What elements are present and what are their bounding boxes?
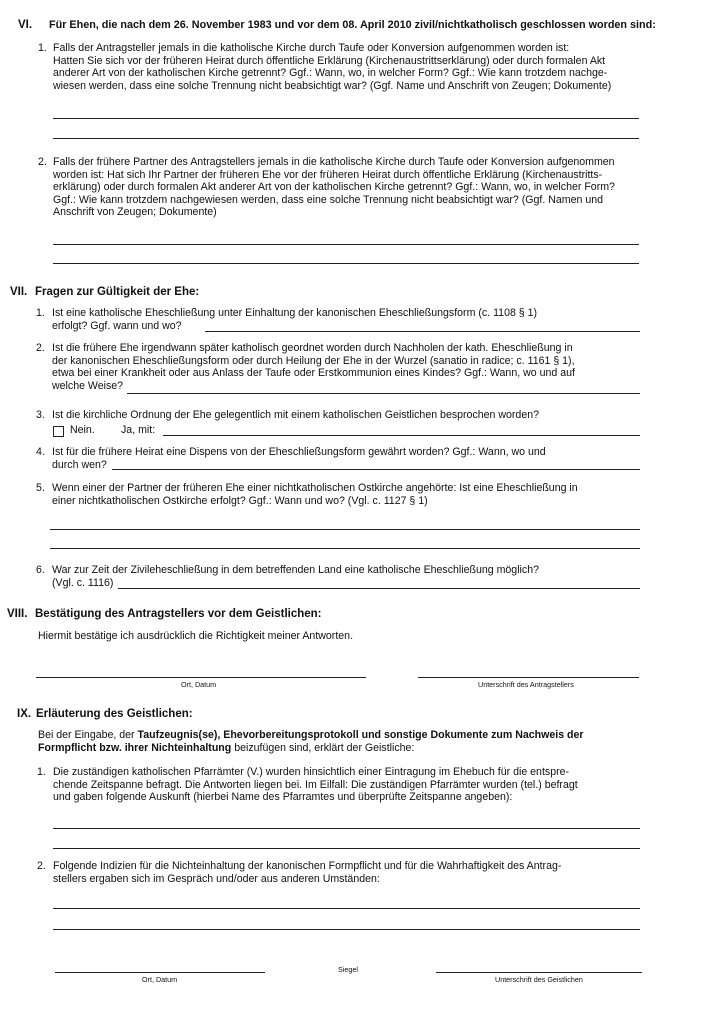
sec6-q2-answer-line-1[interactable] (53, 244, 639, 245)
sec9-signature-line[interactable] (436, 972, 642, 973)
sec9-seal-label: Siegel (338, 965, 358, 974)
sec9-q2-line: stellers ergaben sich im Gespräch und/oder aus anderen Umständen: (53, 872, 380, 885)
sec9-q1-number: 1. (37, 766, 46, 778)
no-label: Nein. (70, 424, 95, 436)
sec7-q1-line: Ist eine katholische Eheschließung unter Einhaltung der kanonischen Eheschließungsform (c. 1108 § 1) (52, 307, 538, 319)
sec7-q3-number: 3. (36, 409, 45, 421)
sec6-q1-line: Hatten Sie sich vor der früheren Heirat durch öffentliche Erklärung (Kirchenaustrittserklärung) oder durch formalen Akt (53, 54, 606, 67)
section-6-title: Für Ehen, die nach dem 26. November 1983 und vor dem 08. April 2010 zivil/nichtkatholisch geschlossen worden sind: (49, 19, 656, 31)
sec7-q6-number: 6. (36, 564, 45, 576)
sec7-q5-answer-line-1[interactable] (50, 529, 640, 530)
sec9-q2-answer-line-2[interactable] (53, 929, 640, 930)
sec9-q1-text (53, 766, 578, 804)
sec7-q2-text (52, 342, 575, 392)
section-8-number: VIII. (7, 608, 28, 620)
sec6-q1-answer-line-1[interactable] (53, 118, 639, 119)
sec8-signature-line[interactable] (418, 677, 639, 678)
sec9-q2-line: Folgende Indizien für die Nichteinhaltung der kanonischen Formpflicht und für die Wahrhaftigkeit des Antrag- (53, 860, 562, 872)
sec9-q1-answer-line-1[interactable] (53, 828, 640, 829)
sec6-q2-line: erklärung) oder durch formalen Akt anderer Art von der katholischen Kirche getrennt? Ggf.: Wann, wo, in welcher Form? (53, 181, 615, 193)
sec7-q4-text (52, 446, 546, 471)
sec9-q2-text (53, 860, 561, 885)
yes-label: Ja, mit: (121, 424, 156, 436)
sec7-q2-line: der kanonischen Eheschließungsform oder durch Heilung der Ehe in der Wurzel (sanatio in radice; c. 1161 § 1), (52, 354, 575, 367)
sec6-q1-line: Falls der Antragsteller jemals in die katholische Kirche durch Taufe oder Konversion aufgenommen worden ist: (53, 42, 570, 54)
sec7-q6-text (52, 564, 539, 589)
sec8-place-date-line[interactable] (36, 677, 366, 678)
section-9-number: IX. (17, 708, 32, 720)
sec7-q1-text (52, 307, 537, 332)
sec6-q2-number: 2. (38, 156, 47, 168)
section-6-number: VI. (18, 19, 33, 31)
sec9-place-date-label: Ort, Datum (142, 975, 178, 984)
sec7-q2-line: etwa bei einer Krankheit oder aus Anlass der Taufe oder Erstkommunion eines Kindes? Ggf.: Wann, wo und auf (52, 367, 575, 379)
sec7-q5-number: 5. (36, 482, 45, 494)
sec7-q4-answer-line[interactable] (112, 469, 640, 470)
sec7-q6-line: (Vgl. c. 1116) (52, 576, 114, 589)
sec6-q2-line: Ggf.: Wie kann trotzdem nachgewiesen werden, dass eine solche Trennung nicht beabsichtigt war? (Ggf. Namen und (53, 193, 604, 206)
sec6-q1-answer-line-2[interactable] (53, 138, 639, 139)
sec6-q1-line: anderer Art von der katholischen Kirche getrennt? Ggf.: Wann, wo, in welcher Form? Ggf.: Wie kann trotzdem nachge- (53, 67, 608, 79)
sec9-q2-answer-line-1[interactable] (53, 908, 640, 909)
sec9-intro-d: beizufügen sind, erklärt der Geistliche: (231, 741, 415, 754)
sec7-q4-line: Ist für die frühere Heirat eine Dispens von der Eheschließungsform gewährt worden? Ggf.: Wann, wo und (52, 446, 546, 458)
sec9-intro-c: Formpflicht bzw. ihrer Nichteinhaltung (38, 741, 232, 754)
sec9-q1-line: und gaben folgende Auskunft (hierbei Name des Pfarramtes und überprüfte Zeitspanne angeben): (53, 791, 513, 803)
sec6-q1-line: wiesen werden, dass eine solche Trennung nicht beabsichtigt war? (Ggf. Name und Anschrift von Zeugen; Dokumente) (53, 79, 612, 92)
sec6-q2-line: worden ist: Hat sich Ihr Partner der früheren Ehe vor der früheren Heirat durch öffentliche Erklärung (Kirchenaustritts- (53, 168, 603, 181)
sec7-q2-line: welche Weise? (52, 379, 124, 392)
sec9-intro-a: Bei der Eingabe, der (38, 729, 138, 741)
sec8-confirmation-text: Hiermit bestätige ich ausdrücklich die Richtigkeit meiner Antworten. (38, 630, 354, 642)
sec9-intro-line-2 (38, 742, 584, 755)
section-8-title: Bestätigung des Antragstellers vor dem Geistlichen: (35, 608, 322, 620)
sec6-q1-number: 1. (38, 42, 47, 54)
sec9-q2-number: 2. (37, 860, 46, 872)
sec9-signature-label: Unterschrift des Geistlichen (495, 975, 583, 984)
sec9-place-date-line[interactable] (55, 972, 265, 973)
sec6-q2-line: Falls der frühere Partner des Antragstellers jemals in die katholische Kirche durch Taufe oder Konversion aufgenommen (53, 156, 615, 168)
sec9-q1-line: Die zuständigen katholischen Pfarrämter (V.) wurden hinsichtlich einer Eintragung im Ehebuch für die entspre- (53, 766, 570, 778)
sec6-q2-text (53, 156, 615, 219)
section-7-number: VII. (10, 286, 28, 298)
section-9-title: Erläuterung des Geistlichen: (36, 708, 193, 720)
sec7-q2-answer-line[interactable] (127, 393, 640, 394)
sec7-q6-line: War zur Zeit der Zivileheschließung in dem betreffenden Land eine katholische Eheschließung möglich? (52, 564, 539, 576)
sec7-q5-line: einer nichtkatholischen Ostkirche erfolgt? Ggf.: Wann und wo? (Vgl. c. 1127 § 1) (52, 494, 428, 507)
sec9-q1-line: chende Zeitspanne befragt. Die Antworten liegen bei. Im Eilfall: Die zuständigen Pfarrämter wurden (tel.) befragt (53, 778, 578, 791)
sec7-q2-line: Ist die frühere Ehe irgendwann später katholisch geordnet worden durch Nachholen der kath. Eheschließung in (52, 342, 573, 354)
sec7-q3-answer-line[interactable] (163, 435, 640, 436)
sec7-q5-text (52, 482, 578, 507)
sec7-q5-line: Wenn einer der Partner der früheren Ehe einer nichtkatholischen Ostkirche angehörte: Ist eine Eheschließung in (52, 482, 578, 494)
sec7-q1-answer-line[interactable] (205, 331, 640, 332)
sec7-q4-number: 4. (36, 446, 45, 458)
sec7-q2-number: 2. (36, 342, 45, 354)
sec6-q1-text (53, 42, 611, 92)
section-7-title: Fragen zur Gültigkeit der Ehe: (35, 286, 200, 298)
sec7-q1-line: erfolgt? Ggf. wann und wo? (52, 319, 182, 332)
sec8-signature-label: Unterschrift des Antragstellers (478, 680, 574, 689)
sec9-intro (38, 729, 584, 754)
sec6-q2-answer-line-2[interactable] (53, 263, 639, 264)
sec9-q1-answer-line-2[interactable] (53, 848, 640, 849)
sec6-q2-line: Anschrift von Zeugen; Dokumente) (53, 206, 217, 218)
sec7-q6-answer-line[interactable] (118, 588, 640, 589)
sec9-intro-line-1 (38, 729, 584, 742)
sec7-q5-answer-line-2[interactable] (50, 548, 640, 549)
sec7-q1-number: 1. (36, 307, 45, 319)
sec7-q3-text: Ist die kirchliche Ordnung der Ehe gelegentlich mit einem katholischen Geistlichen besprochen worden? (52, 409, 539, 421)
no-checkbox[interactable] (53, 426, 64, 437)
sec7-q4-line: durch wen? (52, 458, 107, 471)
sec8-place-date-label: Ort, Datum (181, 680, 217, 689)
sec9-intro-b: Taufzeugnis(se), Ehevorbereitungsprotokoll und sonstige Dokumente zum Nachweis der (137, 729, 584, 741)
